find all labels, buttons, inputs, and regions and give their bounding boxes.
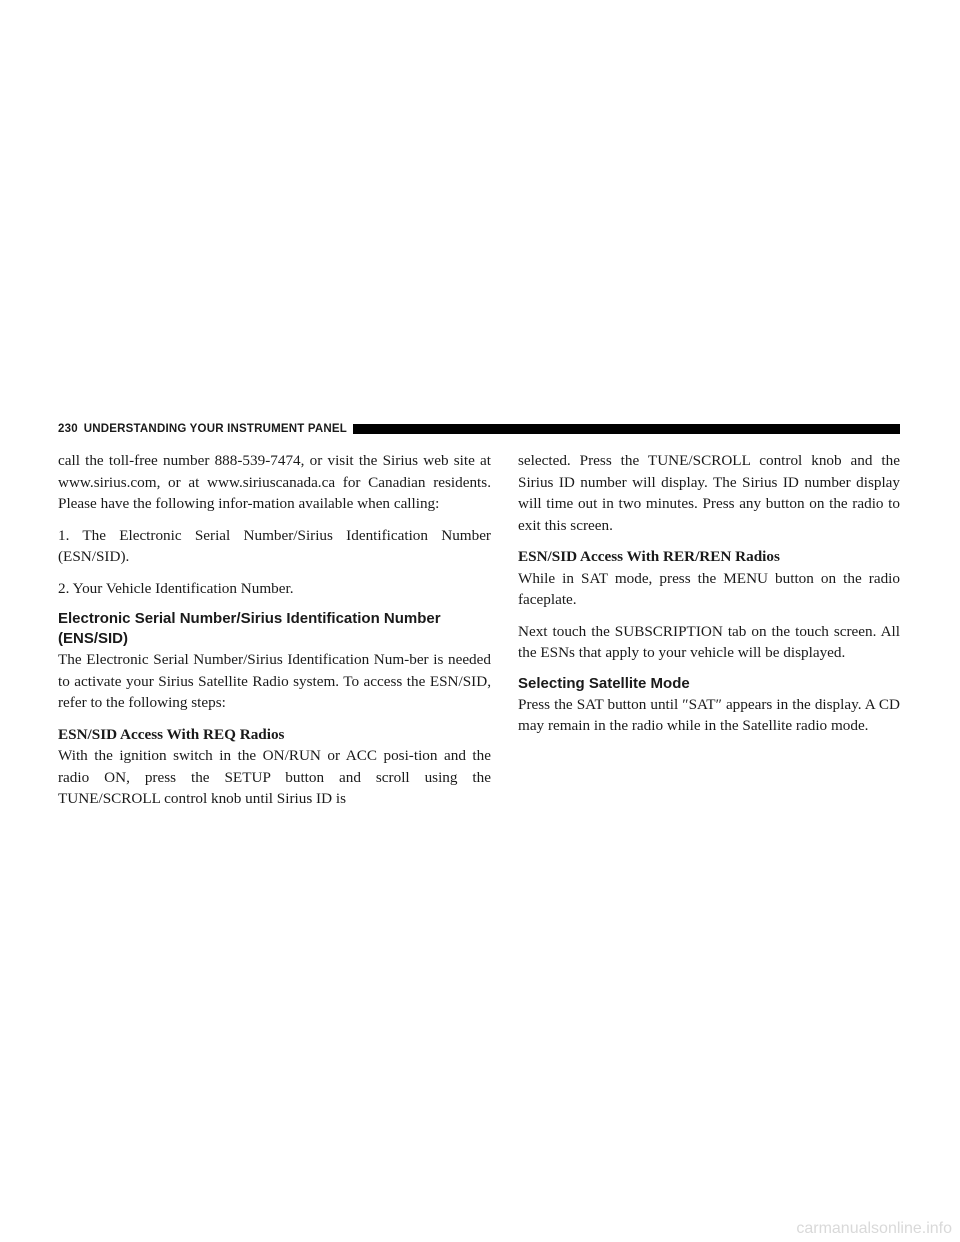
req-paragraph: With the ignition switch in the ON/RUN or ACC posi-tion and the radio ON, press the SETUP button and scroll using the TUNE/SCROLL control knob until Sirius ID is: [58, 747, 491, 807]
rer-paragraph-1: While in SAT mode, press the MENU button on the radio faceplate.: [518, 569, 900, 608]
watermark: carmanualsonline.info: [796, 1220, 952, 1237]
subheading-req-radios: ESN/SID Access With REQ Radios: [58, 725, 285, 743]
subheading-rer-ren-radios: ESN/SID Access With RER/REN Radios: [518, 548, 780, 565]
list-item-esn: 1. The Electronic Serial Number/Sirius Identification Number (ESN/SID).: [58, 526, 491, 565]
req-paragraph-continued: selected. Press the TUNE/SCROLL control knob and the Sirius ID number will display. The Sirius ID number display will time out in two minutes. Press any button on the radio to exit this screen.: [518, 452, 900, 534]
page-header: [58, 421, 900, 437]
right-column: [518, 450, 900, 747]
left-column: [58, 450, 491, 810]
sat-paragraph: Press the SAT button until ″SAT″ appears in the display. A CD may remain in the radio while in the Satellite radio mode.: [518, 695, 900, 734]
list-item-vin: 2. Your Vehicle Identification Number.: [58, 579, 294, 597]
esn-paragraph: The Electronic Serial Number/Sirius Identification Num-ber is needed to activate your Sirius Satellite Radio system. To access the ESN/SID, refer to the following steps:: [58, 651, 491, 711]
header-rule: [353, 424, 900, 434]
heading-satellite-mode: Selecting Satellite Mode: [518, 674, 690, 692]
rer-paragraph-2: Next touch the SUBSCRIPTION tab on the touch screen. All the ESNs that apply to your vehicle will be displayed.: [518, 622, 900, 661]
heading-esn-sid: Electronic Serial Number/Sirius Identification Number (ENS/SID): [58, 610, 441, 647]
page-number: 230: [58, 423, 78, 435]
section-title: UNDERSTANDING YOUR INSTRUMENT PANEL: [83, 423, 347, 435]
intro-paragraph: call the toll-free number 888-539-7474, or visit the Sirius web site at www.sirius.com, or at www.siriuscanada.ca for Canadian residents. Please have the following infor-mation available when calling:: [58, 452, 491, 512]
